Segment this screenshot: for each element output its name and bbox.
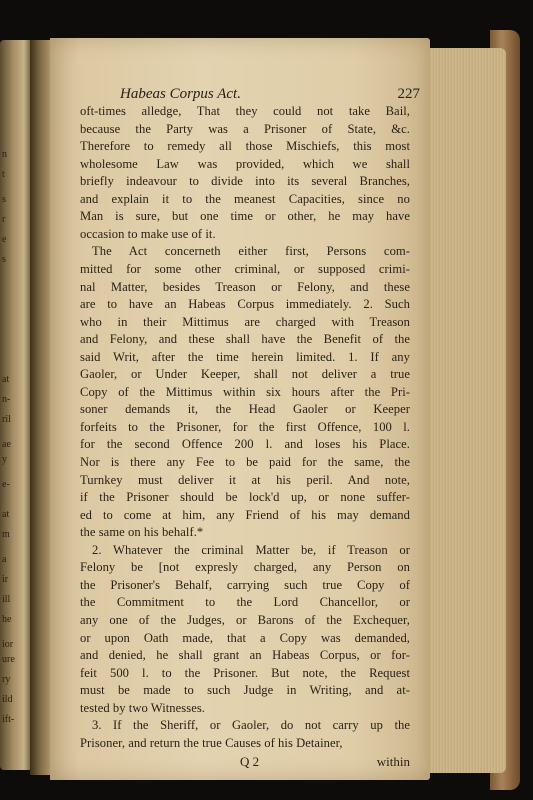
text-line: Felony be [not expresly charged, any Person on [80,560,410,575]
running-title: Habeas Corpus Act. [120,86,241,102]
text-line: oft-times alledge, That they could not take Bail, [80,104,410,118]
facing-page-fragment: e- [2,479,10,490]
text-line: 3. If the Sheriff, or Gaoler, do not carry up the [92,718,410,733]
text-line: ed to come at him, any Friend of his may demand [80,507,410,522]
facing-page-fragment: ae [2,439,11,450]
page-edges [428,48,506,773]
book-gutter [30,40,52,775]
facing-page-fragment: y [2,454,7,465]
text-line: are to have an Habeas Corpus immediately. 2. Such [80,297,410,312]
text-line: Gaoler, or Under Keeper, shall not deliver a true [80,367,410,382]
left-facing-page [0,40,32,770]
text-line: Nor is there any Fee to be paid for the same, the [80,455,410,469]
text-line: Man is sure, but one time or other, he may have [80,209,410,224]
facing-page-fragment: a [2,554,7,565]
facing-page-fragment: s [2,254,6,265]
facing-page-fragment: ure [2,654,15,665]
facing-page-fragment: e [2,234,7,245]
text-line: and Felony, and these shall have the Benefit of the [80,332,410,347]
text-line: soner demands it, the Head Gaoler or Keeper [80,402,410,417]
catchword: within [376,754,410,769]
text-line: feit 500 l. to the Prisoner. But note, the Request [80,665,410,680]
facing-page-fragment: ir [2,574,9,585]
facing-page-fragment: ild [2,694,13,705]
signature-mark: Q 2 [240,754,260,769]
text-line: or upon Oath made, that a Copy was demanded, [80,630,410,645]
facing-page-fragment: t [2,169,5,180]
text-line: and denied, he shall grant an Habeas Corpus, or for- [80,648,410,663]
text-line: Therefore to remedy all those Mischiefs, this most [80,139,410,154]
facing-page-fragment: ill [2,594,11,605]
text-line: wholesome Law was provided, which we shall [80,156,410,171]
text-line: the Prisoner's Behalf, carrying such true Copy of [80,577,410,592]
facing-page-fragment: at [2,374,10,385]
text-line: Copy of the Mittimus within six hours after the Pri- [80,384,410,399]
text-line: for the second Offence 200 l. and loses his Place. [80,437,410,452]
text-line: Prisoner, and return the true Causes of his Detainer, [80,735,343,750]
facing-page-fragment: at [2,509,10,520]
text-line: because the Party was a Prisoner of State, &c. [80,121,410,136]
facing-page-fragment: n- [2,394,11,405]
text-line: the same on his behalf.* [80,525,204,540]
text-line: nal Matter, besides Treason or Felony, and these [80,279,410,294]
facing-page-fragment: n [2,149,7,160]
facing-page-fragment: s [2,194,6,205]
text-line: occasion to make use of it. [80,226,216,241]
text-line: any one of the Judges, or Barons of the Exchequer, [80,612,410,627]
text-line: The Act concerneth either first, Persons com- [92,244,410,259]
text-line: must be made to such Judge in Writing, and at- [80,683,410,698]
facing-page-fragment: ior [2,639,14,650]
facing-page-fragment: ry [2,674,11,685]
text-line: forfeits to the Prisoner, for the first Offence, 100 l. [80,419,410,434]
page-number: 227 [397,86,420,102]
facing-page-fragment: ril [2,414,11,425]
text-line: 2. Whatever the criminal Matter be, if Treason or [92,542,410,557]
text-line: briefly indeavour to divide into its several Branches, [80,174,410,189]
text-line: if the Prisoner should be lock'd up, or none suffer- [80,490,410,505]
text-line: said Writ, after the time herein limited. 1. If any [80,349,410,364]
text-line: the Commitment to the Lord Chancellor, or [80,595,410,610]
text-line: who in their Mittimus are charged with Treason [80,314,410,329]
running-head [120,86,420,106]
text-line: tested by two Witnesses. [80,700,205,715]
text-line: mitted for some other criminal, or supposed crimi- [80,261,410,276]
facing-page-fragment: ift- [2,714,15,725]
facing-page-fragment: m [2,529,10,540]
text-line: Turnkey must deliver it at his peril. And note, [80,472,410,487]
facing-page-fragment: r [2,214,6,225]
facing-page-fragment: he [2,614,12,625]
text-line: and explain it to the meanest Capacities, since no [80,191,410,206]
